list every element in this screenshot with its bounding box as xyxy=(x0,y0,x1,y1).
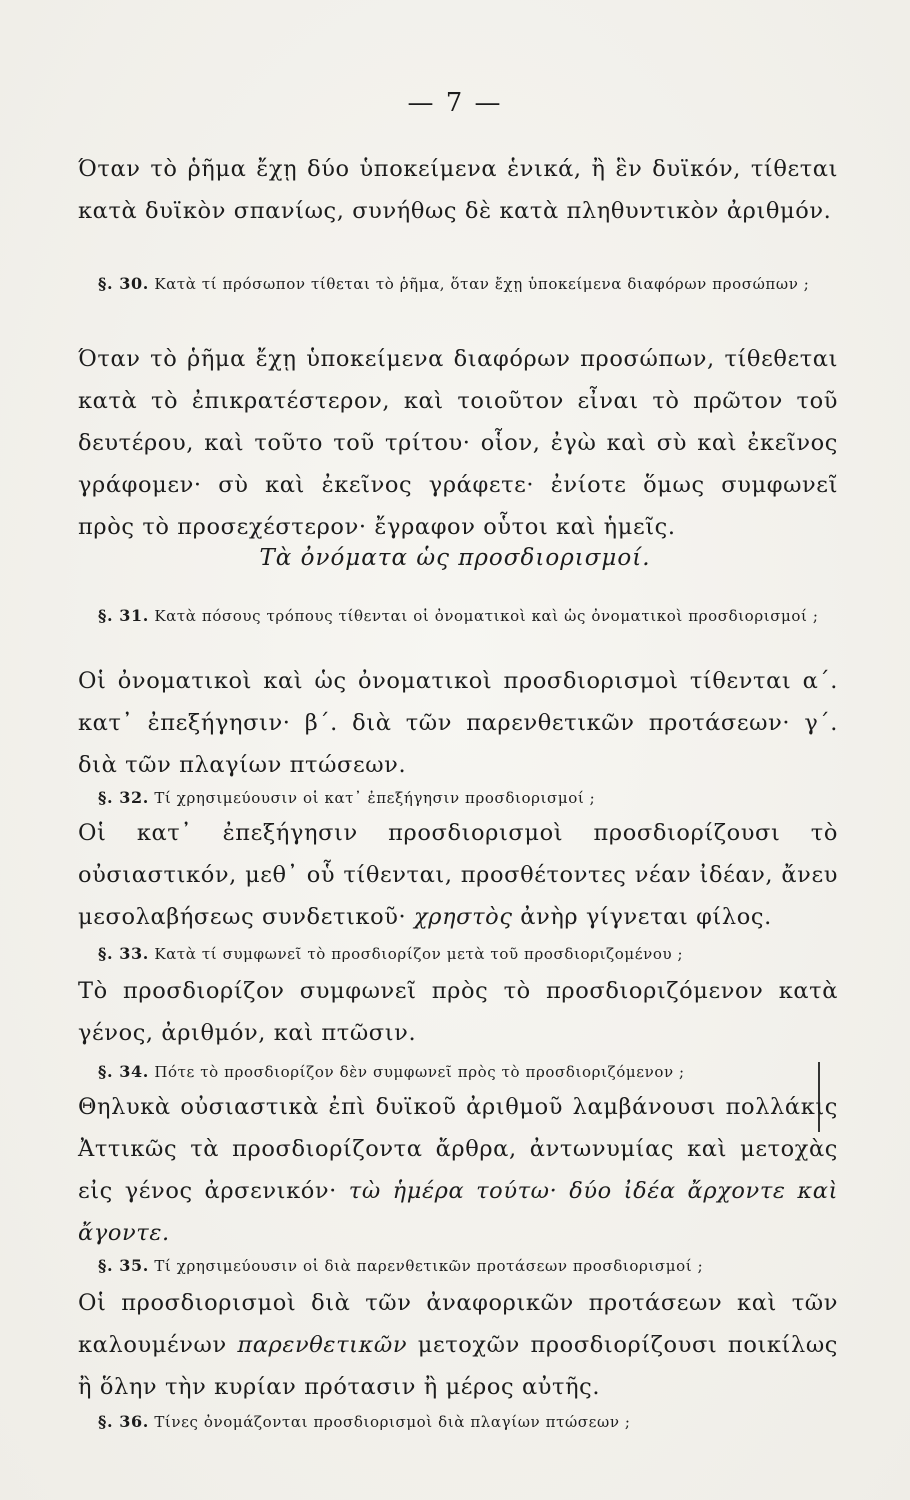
answer-32 xyxy=(78,812,838,938)
answer-text: Οἱ κατ᾽ ἐπεξήγησιν προσδιορισμοὶ προσδιορίζουσι τὸ οὐσιαστικόν, μεθ᾽ οὗ τίθενται, προσθέτοντες νέαν ἰδέαν, ἄνευ μεσολαβήσεως συνδετικοῦ· xyxy=(78,820,838,930)
question-text: Πότε τὸ προσδιορίζον δὲν συμφωνεῖ πρὸς τὸ προσδιοριζόμενον ; xyxy=(154,1063,685,1081)
answer-text-end: ἀνὴρ γίγνεται φίλος. xyxy=(512,904,772,930)
question-text: Τί χρησιμεύουσιν οἱ διὰ παρενθετικῶν προτάσεων προσδιορισμοί ; xyxy=(154,1257,704,1275)
section-heading: Τὰ ὀνόματα ὡς προσδιορισμοί. xyxy=(259,545,651,571)
question-text: Κατὰ τί συμφωνεῖ τὸ προσδιορίζον μετὰ τοῦ προσδιοριζομένου ; xyxy=(154,945,684,963)
section-number: §. 30. xyxy=(98,274,149,293)
answer-text: Οἱ προσδιορισμοὶ διὰ τῶν ἀναφορικῶν προτάσεων καὶ τῶν καλουμένων xyxy=(78,1290,838,1358)
question-34 xyxy=(78,1058,838,1086)
question-31 xyxy=(78,602,838,630)
page-number: — 7 — xyxy=(407,88,503,118)
section-number: §. 34. xyxy=(98,1062,149,1081)
question-35 xyxy=(78,1252,838,1280)
example-text: χρηστὸς xyxy=(414,904,513,930)
question-text: Κατὰ πόσους τρόπους τίθενται οἱ ὀνοματικοὶ καὶ ὡς ὀνοματικοὶ προσδιορισμοί ; xyxy=(154,607,819,625)
paragraph-intro: Όταν τὸ ῥῆμα ἔχῃ δύο ὑποκείμενα ἑνικά, ἢ ἓν δυϊκόν, τίθεται κατὰ δυϊκὸν σπανίως, συνήθως δὲ κατὰ πληθυντικὸν ἀριθμόν. xyxy=(78,156,838,224)
question-text: Τί χρησιμεύουσιν οἱ κατ᾽ ἐπεξήγησιν προσδιορισμοί ; xyxy=(154,789,596,807)
answer-35 xyxy=(78,1282,838,1408)
question-36 xyxy=(78,1408,838,1436)
example-text: παρενθετικῶν xyxy=(237,1332,408,1358)
question-30 xyxy=(78,270,838,298)
question-32 xyxy=(78,784,838,812)
section-number: §. 31. xyxy=(98,606,149,625)
answer-31: Οἱ ὀνοματικοὶ καὶ ὡς ὀνοματικοὶ προσδιορισμοὶ τίθενται α΄. κατ᾽ ἐπεξήγησιν· β΄. διὰ τῶν παρενθετικῶν προτάσεων· γ΄. διὰ τῶν πλαγίων πτώσεων. xyxy=(78,668,838,778)
answer-text-end: μετοχῶν προσδιορίζουσι ποικίλως ἢ ὅλην τὴν κυρίαν πρότασιν ἢ μέρος αὐτῆς. xyxy=(78,1332,838,1400)
question-33 xyxy=(78,940,838,968)
answer-30: Όταν τὸ ῥῆμα ἔχῃ ὑποκείμενα διαφόρων προσώπων, τίθεθεται κατὰ τὸ ἐπικρατέστερον, καὶ τοιοῦτον εἶναι τὸ πρῶτον τοῦ δευτέρου, καὶ τοῦτο τοῦ τρίτου· οἷον, ἐγὼ καὶ σὺ καὶ ἐκεῖνος γράφομεν· σὺ καὶ ἐκεῖνος γράφετε· ἐνίοτε ὅμως συμφωνεῖ πρὸς τὸ προσεχέστερον· ἔγραφον οὗτοι καὶ ἡμεῖς. xyxy=(78,346,838,540)
section-number: §. 35. xyxy=(98,1256,149,1275)
answer-text: Θηλυκὰ οὐσιαστικὰ ἐπὶ δυϊκοῦ ἀριθμοῦ λαμβάνουσι πολλάκις Ἀττικῶς τὰ προσδιορίζοντα ἄρθρα, ἀντωνυμίας καὶ μετοχὰς εἰς γένος ἀρσενικόν· xyxy=(78,1094,838,1204)
question-text: Κατὰ τί πρόσωπον τίθεται τὸ ῥῆμα, ὅταν ἔχῃ ὑποκείμενα διαφόρων προσώπων ; xyxy=(154,275,810,293)
example-text: τὼ ἡμέρα τούτω· δύο ἰδέα ἄρχοντε καὶ ἄγοντε. xyxy=(78,1178,838,1246)
answer-33: Τὸ προσδιορίζον συμφωνεῖ πρὸς τὸ προσδιοριζόμενον κατὰ γένος, ἀριθμόν, καὶ πτῶσιν. xyxy=(78,978,838,1046)
section-number: §. 32. xyxy=(98,788,149,807)
section-number: §. 36. xyxy=(98,1412,149,1431)
answer-34 xyxy=(78,1086,838,1254)
section-number: §. 33. xyxy=(98,944,149,963)
question-text: Τίνες ὀνομάζονται προσδιορισμοὶ διὰ πλαγίων πτώσεων ; xyxy=(154,1413,631,1431)
